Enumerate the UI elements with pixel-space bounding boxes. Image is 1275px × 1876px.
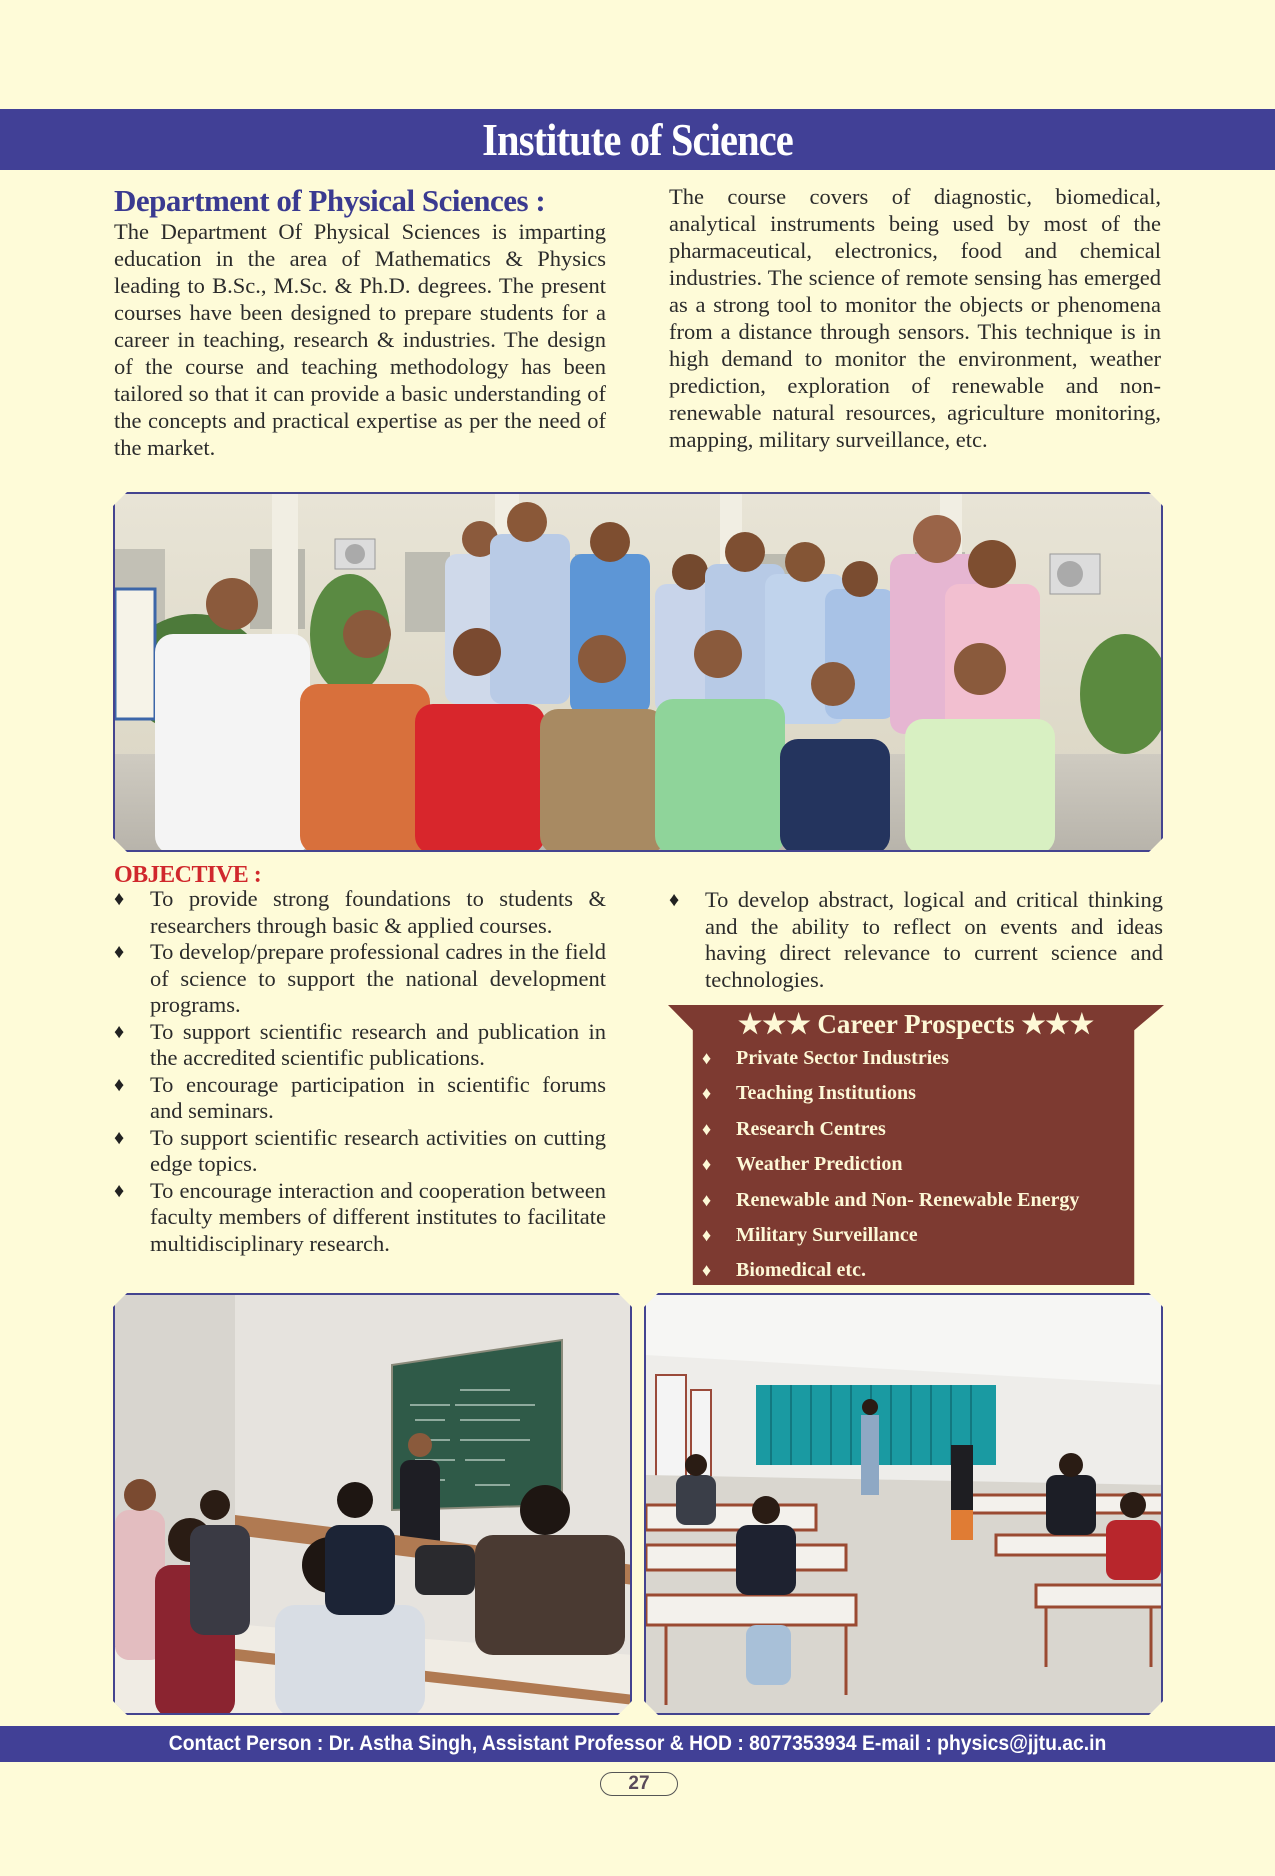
career-item: ♦ Research Centres	[702, 1112, 1079, 1147]
course-description-text: The course covers of diagnostic, biomedical, analytical instruments being used by most of the pharmaceutical, electronics, food and chemical industries. The science of remote sensing has emerged as a strong tool to monitor the objects or phenomena from a distance through sensors. This technique is in high demand to monitor the environment, weather prediction, exploration of renewable and non-renewable natural resources, agriculture monitoring, mapping, military surveillance, etc.	[669, 184, 1161, 452]
career-prospects-title: ★★★ Career Prospects ★★★	[738, 1009, 1094, 1039]
diamond-bullet-icon: ♦	[114, 1020, 125, 1043]
diamond-bullet-icon: ♦	[702, 1260, 712, 1281]
diamond-bullet-icon: ♦	[114, 1179, 125, 1202]
diamond-bullet-icon: ♦	[702, 1118, 712, 1139]
diamond-bullet-icon: ♦	[702, 1189, 712, 1210]
exam-hall-photo	[644, 1293, 1163, 1715]
career-item: ♦ Teaching Institutions	[702, 1076, 1079, 1111]
department-intro-column	[114, 184, 606, 461]
diamond-bullet-icon: ♦	[114, 1073, 125, 1096]
course-description-column	[669, 183, 1161, 453]
page-number: 27	[600, 1772, 678, 1796]
diamond-bullet-icon: ♦	[114, 888, 125, 910]
classroom-lecture-photo	[113, 1293, 632, 1715]
career-item: ♦ Weather Prediction	[702, 1147, 1079, 1182]
career-item: ♦ Military Surveillance	[702, 1218, 1079, 1253]
objective-item: ♦ To develop abstract, logical and critical thinking and the ability to reflect on events and ideas having direct relevance to current science and technologies.	[669, 887, 1163, 992]
diamond-bullet-icon: ♦	[702, 1048, 712, 1068]
diamond-bullet-icon: ♦	[702, 1225, 712, 1246]
objective-list-left	[114, 886, 606, 1257]
career-item: ♦ Private Sector Industries	[702, 1041, 1079, 1076]
objective-item: ♦ To encourage interaction and cooperation between faculty members of different institutes to facilitate multidisciplinary research.	[114, 1177, 606, 1256]
objective-item: ♦ To support scientific research and publication in the accredited scientific publications.	[114, 1018, 606, 1070]
diamond-bullet-icon: ♦	[702, 1083, 712, 1104]
page-title: Institute of Science	[482, 114, 793, 165]
objective-item: ♦ To encourage participation in scientific forums and seminars.	[114, 1071, 606, 1123]
objective-list-right	[669, 887, 1163, 993]
career-item: ♦ Renewable and Non- Renewable Energy	[702, 1183, 1079, 1218]
diamond-bullet-icon: ♦	[669, 889, 680, 911]
objective-heading: OBJECTIVE :	[114, 862, 262, 888]
contact-info: Contact Person : Dr. Astha Singh, Assistant Professor & HOD : 8077353934 E-mail : physics@jjtu.ac.in	[168, 1732, 1107, 1755]
objective-item: ♦ To support scientific research activities on cutting edge topics.	[114, 1124, 606, 1176]
diamond-bullet-icon: ♦	[702, 1154, 712, 1175]
career-prospects-list	[702, 1041, 1079, 1289]
objective-item: ♦ To provide strong foundations to students & researchers through basic & applied courses.	[114, 886, 606, 938]
diamond-bullet-icon: ♦	[114, 1126, 125, 1149]
diamond-bullet-icon: ♦	[114, 941, 125, 963]
department-title: Department of Physical Sciences :	[114, 183, 546, 218]
contact-band	[0, 1726, 1275, 1762]
objective-item: ♦ To develop/prepare professional cadres in the field of science to support the national development programs.	[114, 939, 606, 1017]
career-item: ♦ Biomedical etc.	[702, 1253, 1079, 1288]
career-prospects-box	[668, 1005, 1164, 1285]
header-band	[0, 109, 1275, 170]
department-intro-text: The Department Of Physical Sciences is imparting education in the area of Mathematics & Physics leading to B.Sc., M.Sc. & Ph.D. degrees. The present courses have been designed to prepare students for a career in teaching, research & industries. The design of the course and teaching methodology has been tailored so that it can provide a basic understanding of the concepts and practical expertise as per the need of the market.	[114, 219, 606, 460]
faculty-group-photo	[113, 492, 1163, 852]
